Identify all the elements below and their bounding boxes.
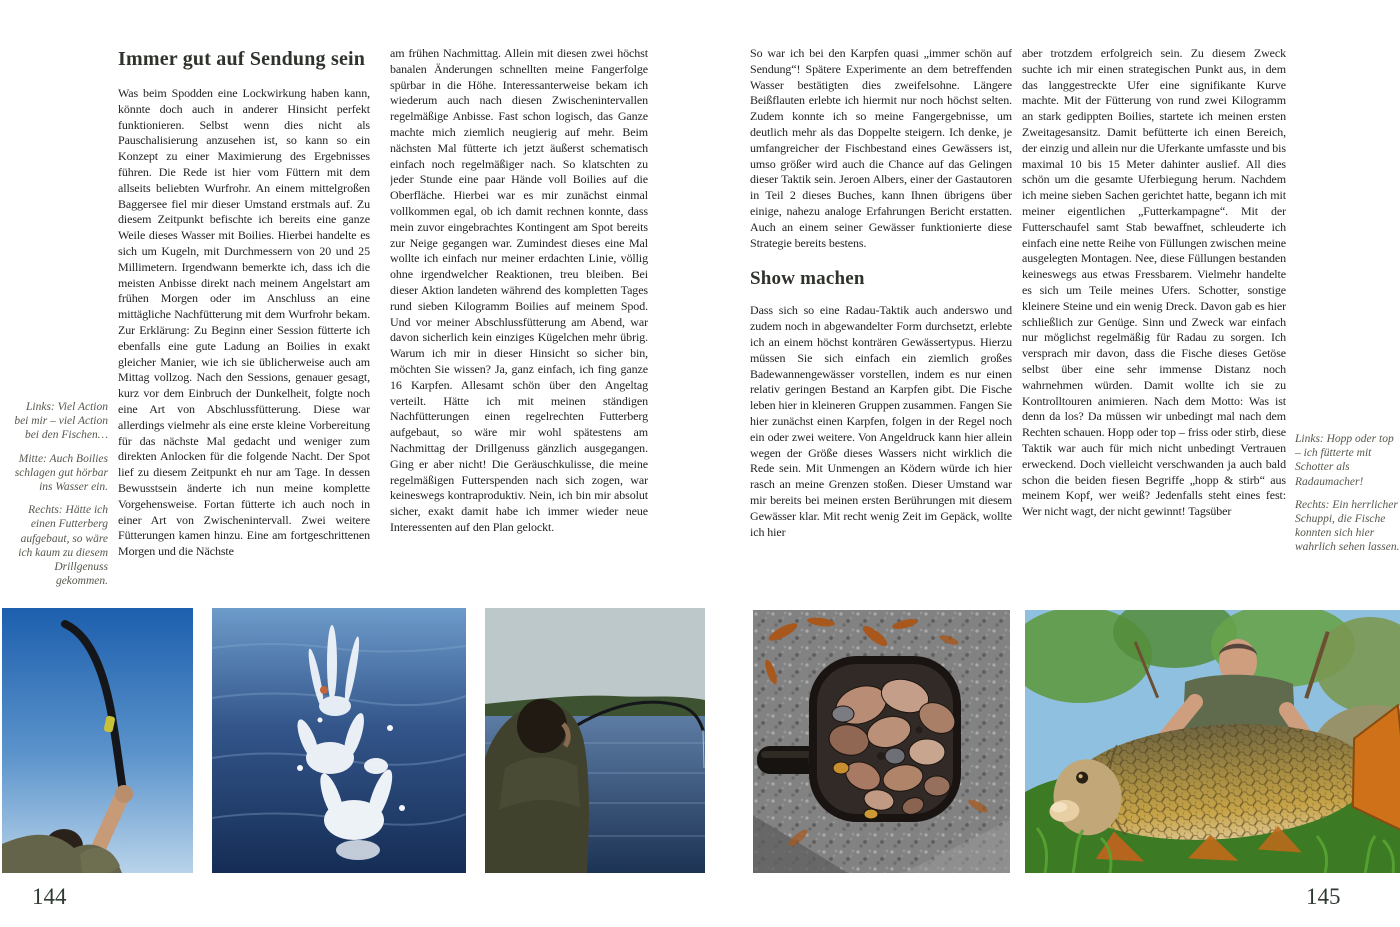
caption-mitte: Mitte: Auch Boilies schlagen gut hörbar ins Wasser ein. <box>14 452 108 494</box>
right-page-column-2: aber trotzdem erfolgreich sein. Zu diesem Zweck suchte ich mir einen strategischen Punkt aus, in dem das langgestreckte Ufer eine signifikante Kurve machte. Mit der Fütterung von rund zwei Kilogramm an stark gedippten Boilies, startete ich meinen ersten Zweitagesansitz. Damit befütterte ich einen Bereich, der einzig und allein nur die Uferkante umfasste und bis maximal 10 bis 15 Meter dahinter auslief. All dies schön um die gesamte Uferbiegung herum. Nachdem ich meine sieben Sachen gerichtet hatte, begann ich mit meiner eigentlichen „Futterkampagne“. Mit der Futterschaufel samt Stab bewaffnet, schleuderte ich einfach eine nette Reihe von Füllungen zwischen meine ausgelegten Montagen. Nee, diese Füllungen bestanden keineswegs aus etwas Fressbarem. Vielmehr handelte es sich um Teile meines Ufers. Schotter, sonstige kleinere Steine und ein wenig Dreck. Davon gab es hier schließlich zur Genüge. Sinn und Zweck war einfach nur möglichst regelmäßig für Radau zu sorgen. Ich versprach mir davon, dass die Fische dieses Getöse selbst über eine sehr immense Distanz noch wahrnehmen würden. Damit wollte ich sie zu Kontrolltouren animieren. Nach dem Motto: Was ist denn da los? Da müssen wir unbedingt mal nach dem Rechten schauen. Hopp oder top – friss oder stirb, diese Taktik war auch für mich nicht unbedingt Vertrauen erweckend. Doch vielleicht verschwanden ja auch bald schon die beiden fiesen Begriffe „hopp & stirb“ aus meinem Kopf, wer weiß? Jedenfalls steht eines fest: Wer nicht wagt, der nicht gewinnt! Tagsüber <box>1022 46 1286 519</box>
scoop-illustration <box>753 610 1010 873</box>
page-number-right: 145 <box>1306 884 1341 909</box>
left-page-column-1: Was beim Spodden eine Lockwirkung haben kann, könnte doch auch in anderer Hinsicht perfekt funktionieren. Selbst wenn dies nicht als Pauschalisierung anzusehen ist, so kann so ein Konzept zu einer Maximierung des Ergebnisses führen. Die Rede ist hier vom Füttern mit dem allseits beliebten Wurfrohr. An einem mittelgroßen Baggersee fiel mir dieser Umstand erstmals auf. Zu diesem Zeitpunkt befischte ich bereits eine ganze Weile dieses Wasser mit Boilies. Hierbei handelte es sich um Kugeln, mit Durchmessern von 20 und 25 Millimetern. Irgendwann bemerkte ich, dass ich die meisten Anbisse direkt nach meinem Angelstart am frühen Morgen oder im Anschluss an eine mittägliche Nachfütterung mit dem Wurfrohr bekam. Zur Erklärung: Zu Beginn einer Session fütterte ich ebenfalls eine gute Ladung an Boilies in exakt gleicher Manier, wie ich sie üblicherweise auch am Mittag vollzog. Nach den Sessions, genauer gesagt, kurz vor dem Einbruch der Dunkelheit, folgte noch eine Art von Abschlussfütterung. Diese war allerdings vielmehr als eine erste kleine Vorbereitung für das nächste Mal gedacht und weniger zum direkten Anlocken für die folgende Nacht. Der Spot lief zu diesem Zeitpunkt eh nur am Tage. In dessen Bewusstsein änderte ich nun meine komplette Vorgehensweise. Fortan fütterte ich auch noch in einer Art von Zwischenintervall. Zwei weitere Fütterungen kamen hinzu. Eine am fortgeschrittenen Morgen und die Nächste <box>118 86 370 559</box>
caption-rechts-right: Rechts: Ein herrlicher Schuppi, die Fische konnten sich hier wahrlich sehen lassen. <box>1295 498 1400 554</box>
angler-illustration <box>485 608 705 873</box>
right-col1-paragraph-1: So war ich bei den Karpfen quasi „immer schön auf Sendung“! Spätere Experimente an dem betreffenden Wasser bestätigten dies zweifelsohne. Längere Beißflauten erlebte ich hiermit nur noch höchst selten. Zudem konnte ich so meine Fangergebnisse, um deutlich mehr als das Doppelte steigern. Ich denke, je umfangreicher der Fischbestand eines Gewässers ist, umso größer wird auch die Chance auf das Gelingen dieser Taktik sein. Jeroen Albers, einer der Gastautoren in Teil 2 dieses Buches, kann Ihnen übrigens über einige, nahezu analoge Erfahrungen Bericht erstatten. Auch an einem seiner Gewässer funktionierte diese Strategie bereits bestens. <box>750 46 1012 250</box>
photo-throwing-stick <box>2 608 193 873</box>
splash-illustration <box>212 608 466 873</box>
section-subheading: Show machen <box>750 268 865 290</box>
photo-carp-catch <box>1025 610 1400 873</box>
photo-angler-bent-rod <box>485 608 705 873</box>
photo-schotter-scoop <box>753 610 1010 873</box>
carp-illustration <box>1025 610 1400 873</box>
right-page-column-1 <box>750 46 1012 600</box>
photo-boilie-splashes <box>212 608 466 873</box>
right-margin-captions <box>1295 432 1400 564</box>
caption-rechts: Rechts: Hätte ich einen Futterberg aufgebaut, so wäre ich kaum zu diesem Drillgenuss gekommen. <box>18 504 108 588</box>
caption-links: Links: Viel Action bei mir – viel Action bei den Fischen… <box>14 401 108 442</box>
caption-links-right: Links: Hopp oder top – ich fütterte mit Schotter als Radaumacher! <box>1295 433 1394 488</box>
throwing-stick-illustration <box>2 608 193 873</box>
left-margin-captions <box>10 400 108 597</box>
left-page-column-2: am frühen Nachmittag. Allein mit diesen zwei höchst banalen Änderungen schnellten meine Fangerfolge spürbar in die Höhe. Interessanterweise bekam ich wiederum auch nach diesen Zwischenintervallen regelmäßige Anbisse. Fast schon logisch, das Ganze machte mich ziemlich neugierig auf mehr. Beim nächsten Mal fütterte ich jetzt äußerst schematisch einfach noch regelmäßiger nach. So klatschten zu jeder Stunde eine paar Hände voll Boilies auf die Oberfläche. Hierbei war es mir zunächst einmal vollkommen egal, ob ich damit rechnen konnte, dass mein zuvor eingebrachtes Kontingent am Spot bereits zur Neige gegangen war. Zumindest dieses eine Mal wollte ich einfach nur meiner erdachten Linie, völlig ohne irgendwelcher Reaktionen, treu bleiben. Bei dieser Aktion landeten während des kompletten Tages rund sieben Kilogramm Boilies auf meinem Spod. Und vor meiner Abschlussfütterung am Abend, war davon sicherlich kein einziges Kügelchen mehr übrig. Warum ich mir in dieser Hinsicht so sicher bin, möchten Sie wissen? Ja, ganz einfach, ich fing ganze 16 Karpfen. Allesamt schön über den Angeltag verteilt. Hätte ich mit meinen ständigen Nachfütterungen einen regelrechten Futterberg aufgebaut, so wäre mir wohl spätestens am Nachmittag der Drillgenuss gänzlich ausgegangen. Ging er aber nicht! Die Geräuschkulisse, die meine regelmäßigen Futterspenden nach sich zogen, war keineswegs kontraproduktiv. Nein, ich bin mir absolut sicher, exakt damit habe ich immer wieder neue Interessenten auf den Plan gelockt. <box>390 46 648 534</box>
chapter-heading: Immer gut auf Sendung sein <box>118 48 366 70</box>
page-number-left: 144 <box>32 884 67 909</box>
right-col1-paragraph-2: Dass sich so eine Radau-Taktik auch anderswo und zudem noch in abgewandelter Form durchsetzt, erlebte ich an einem höchst konträren Gewässertypus. Hierzu müssen Sie sich einfach ein ziemlich großes Badewannengewässer vorstellen, indem es nur einen relativ geringen Bestand an Karpfen gibt. Die Fische leben hier in kleineren Gruppen zusammen. Fangen Sie hier zunächst einen Karpfen, folgen in der Regel noch ein oder zwei weitere. Von Angeldruck kann hier allein wegen der Größe dieses Wassers nicht wirklich die Rede sein. Mit Unmengen an Ködern würde ich hier rasch an meine Grenzen stoßen. Dieser Umstand war mir bereits bei meinen ersten Berührungen mit diesem Gewässer klar. Mit recht wenig Zeit im Gepäck, wollte ich hier <box>750 303 1012 539</box>
